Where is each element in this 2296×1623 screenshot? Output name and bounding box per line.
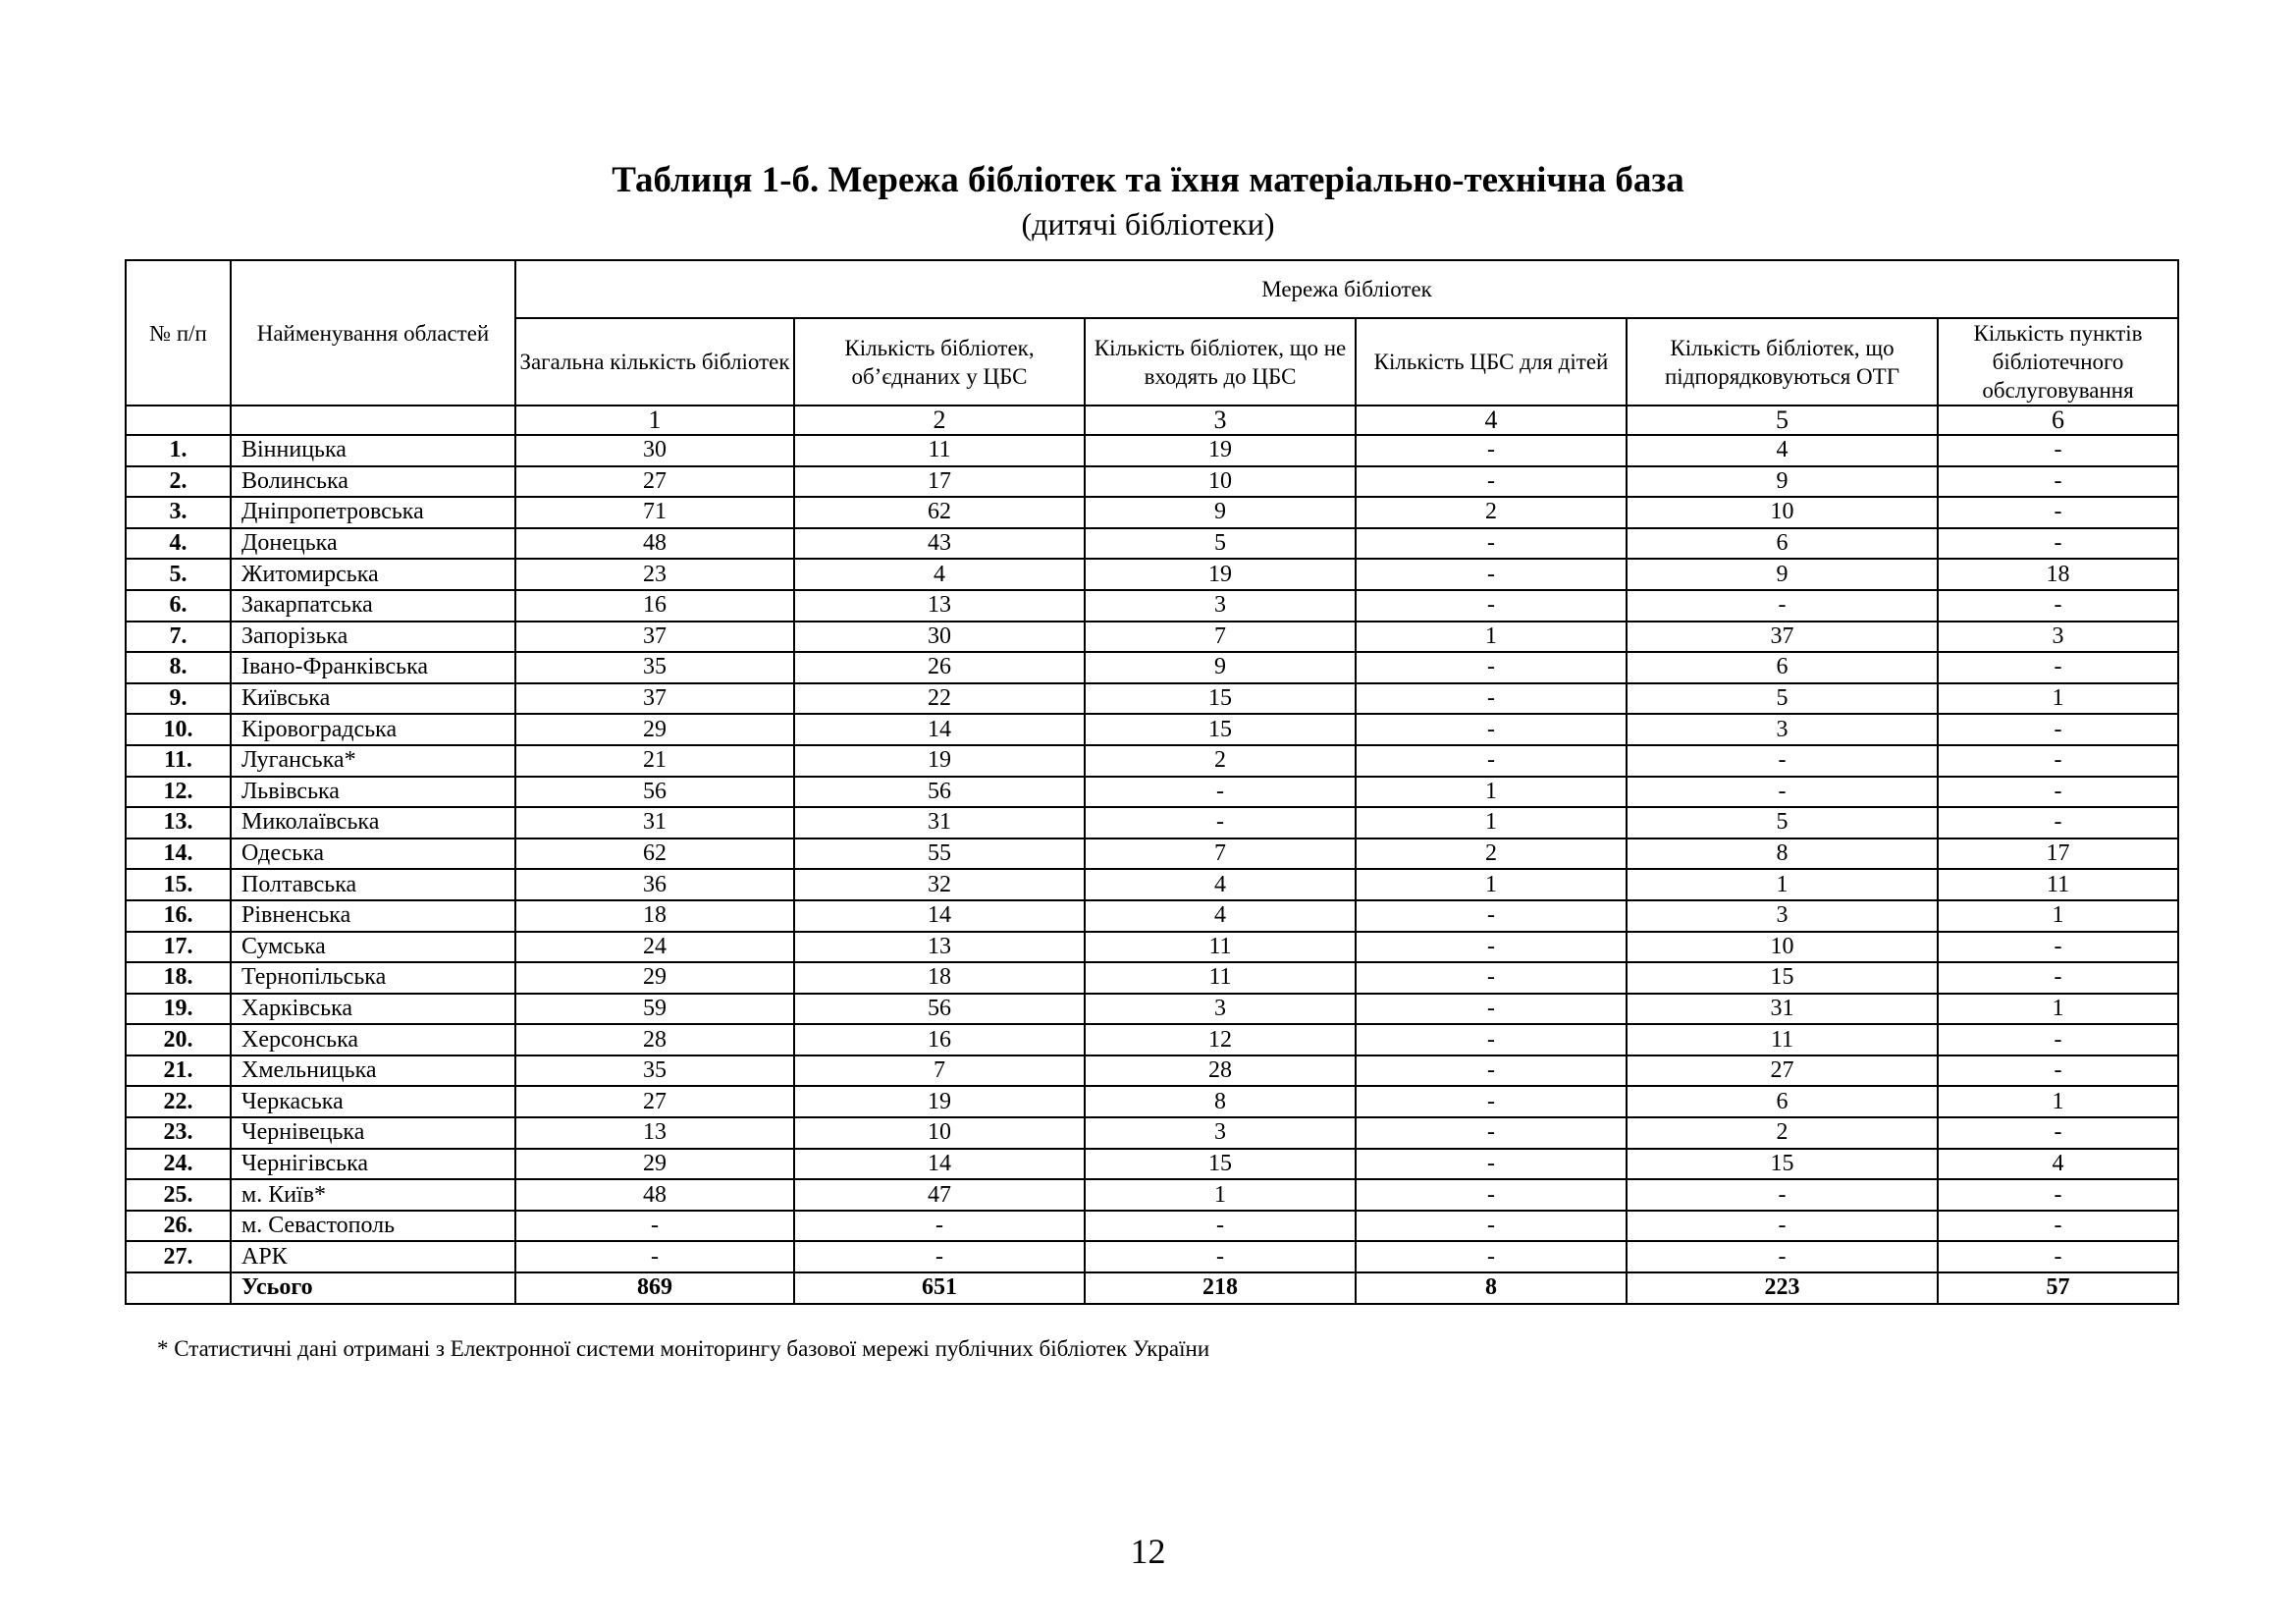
- total-libraries-cell: 30: [515, 435, 794, 466]
- libraries-in-cbs-cell: 31: [794, 807, 1085, 839]
- row-number-cell: 27.: [126, 1241, 231, 1272]
- service-points-cell: -: [1938, 777, 2178, 808]
- service-points-cell: -: [1938, 1055, 2178, 1087]
- service-points-cell: -: [1938, 497, 2178, 528]
- table-row: [126, 807, 2178, 839]
- libraries-outside-cbs-cell: -: [1085, 807, 1356, 839]
- table-row: [126, 466, 2178, 498]
- region-name-cell: Закарпатська: [231, 590, 515, 622]
- total-libraries-cell: 31: [515, 807, 794, 839]
- row-number-cell: 7.: [126, 622, 231, 653]
- header-column: Кількість пунктів бібліотечного обслуговування: [1938, 318, 2178, 406]
- total-libraries-cell: 48: [515, 1179, 794, 1211]
- libraries-in-cbs-cell: 11: [794, 435, 1085, 466]
- children-cbs-count-cell: -: [1356, 466, 1627, 498]
- children-cbs-count-cell: -: [1356, 994, 1627, 1025]
- table-row: [126, 1055, 2178, 1087]
- row-number-cell: 6.: [126, 590, 231, 622]
- header-column-number: 6: [1938, 406, 2178, 435]
- libraries-under-otg-cell: 15: [1627, 962, 1938, 994]
- libraries-in-cbs-cell: 43: [794, 528, 1085, 560]
- total-libraries-cell: 29: [515, 1149, 794, 1180]
- table-row: [126, 1179, 2178, 1211]
- libraries-in-cbs-cell: 22: [794, 683, 1085, 715]
- region-name-cell: м. Київ*: [231, 1179, 515, 1211]
- table-row: [126, 497, 2178, 528]
- row-number-cell: 24.: [126, 1149, 231, 1180]
- libraries-in-cbs-cell: 19: [794, 745, 1085, 777]
- table-row: [126, 777, 2178, 808]
- libraries-in-cbs-cell: 651: [794, 1272, 1085, 1304]
- children-cbs-count-cell: 1: [1356, 777, 1627, 808]
- libraries-under-otg-cell: 27: [1627, 1055, 1938, 1087]
- libraries-under-otg-cell: 9: [1627, 466, 1938, 498]
- region-name-cell: Усього: [231, 1272, 515, 1304]
- total-libraries-cell: 27: [515, 466, 794, 498]
- libraries-under-otg-cell: 3: [1627, 900, 1938, 932]
- libraries-outside-cbs-cell: 12: [1085, 1024, 1356, 1055]
- table-body: [126, 435, 2178, 1304]
- table-row: [126, 1086, 2178, 1117]
- total-libraries-cell: 56: [515, 777, 794, 808]
- service-points-cell: 1: [1938, 900, 2178, 932]
- children-cbs-count-cell: -: [1356, 962, 1627, 994]
- header-column: Кількість бібліотек, що не входять до ЦБС: [1085, 318, 1356, 406]
- service-points-cell: -: [1938, 466, 2178, 498]
- total-libraries-cell: 27: [515, 1086, 794, 1117]
- row-number-cell: 9.: [126, 683, 231, 715]
- libraries-in-cbs-cell: 13: [794, 590, 1085, 622]
- header-blank-cell: [231, 406, 515, 435]
- region-name-cell: Черкаська: [231, 1086, 515, 1117]
- libraries-under-otg-cell: 5: [1627, 807, 1938, 839]
- libraries-in-cbs-cell: 4: [794, 559, 1085, 590]
- region-name-cell: Одеська: [231, 839, 515, 870]
- children-cbs-count-cell: 2: [1356, 839, 1627, 870]
- libraries-under-otg-cell: 15: [1627, 1149, 1938, 1180]
- libraries-in-cbs-cell: 62: [794, 497, 1085, 528]
- libraries-outside-cbs-cell: 3: [1085, 994, 1356, 1025]
- table-row: [126, 1241, 2178, 1272]
- children-cbs-count-cell: -: [1356, 1117, 1627, 1149]
- libraries-outside-cbs-cell: 5: [1085, 528, 1356, 560]
- libraries-in-cbs-cell: 14: [794, 714, 1085, 745]
- table-row: [126, 932, 2178, 963]
- libraries-in-cbs-cell: 56: [794, 994, 1085, 1025]
- row-number-cell: 21.: [126, 1055, 231, 1087]
- table-title: Таблиця 1-б. Мережа бібліотек та їхня матеріально-технічна база: [612, 160, 1684, 200]
- region-name-cell: Тернопільська: [231, 962, 515, 994]
- service-points-cell: 4: [1938, 1149, 2178, 1180]
- table-row: [126, 652, 2178, 683]
- libraries-in-cbs-cell: 18: [794, 962, 1085, 994]
- total-libraries-cell: 23: [515, 559, 794, 590]
- libraries-under-otg-cell: -: [1627, 1241, 1938, 1272]
- row-number-cell: 16.: [126, 900, 231, 932]
- row-number-cell: 15.: [126, 869, 231, 900]
- libraries-outside-cbs-cell: 7: [1085, 622, 1356, 653]
- service-points-cell: 11: [1938, 869, 2178, 900]
- table-row: [126, 745, 2178, 777]
- service-points-cell: 1: [1938, 1086, 2178, 1117]
- children-cbs-count-cell: -: [1356, 435, 1627, 466]
- region-name-cell: Луганська*: [231, 745, 515, 777]
- service-points-cell: 18: [1938, 559, 2178, 590]
- service-points-cell: -: [1938, 1024, 2178, 1055]
- total-libraries-cell: 28: [515, 1024, 794, 1055]
- header-column-number: 4: [1356, 406, 1627, 435]
- service-points-cell: -: [1938, 962, 2178, 994]
- total-libraries-cell: -: [515, 1241, 794, 1272]
- children-cbs-count-cell: -: [1356, 1086, 1627, 1117]
- region-name-cell: Львівська: [231, 777, 515, 808]
- service-points-cell: -: [1938, 590, 2178, 622]
- total-libraries-cell: 37: [515, 683, 794, 715]
- libraries-under-otg-cell: 10: [1627, 497, 1938, 528]
- row-number-cell: 2.: [126, 466, 231, 498]
- service-points-cell: -: [1938, 807, 2178, 839]
- header-blank-cell: [126, 406, 231, 435]
- header-column-number: 3: [1085, 406, 1356, 435]
- table-row: [126, 683, 2178, 715]
- libraries-network-table: [125, 259, 2179, 1305]
- libraries-in-cbs-cell: 32: [794, 869, 1085, 900]
- region-name-cell: АРК: [231, 1241, 515, 1272]
- region-name-cell: Чернігівська: [231, 1149, 515, 1180]
- table-row: [126, 1117, 2178, 1149]
- header-column-number: 5: [1627, 406, 1938, 435]
- header-column: Загальна кількість бібліотек: [515, 318, 794, 406]
- children-cbs-count-cell: -: [1356, 559, 1627, 590]
- region-name-cell: Полтавська: [231, 869, 515, 900]
- libraries-under-otg-cell: 5: [1627, 683, 1938, 715]
- libraries-under-otg-cell: -: [1627, 590, 1938, 622]
- libraries-outside-cbs-cell: 11: [1085, 932, 1356, 963]
- table-row: [126, 528, 2178, 560]
- children-cbs-count-cell: 2: [1356, 497, 1627, 528]
- libraries-in-cbs-cell: -: [794, 1211, 1085, 1242]
- table-row: [126, 869, 2178, 900]
- children-cbs-count-cell: -: [1356, 1055, 1627, 1087]
- libraries-in-cbs-cell: 16: [794, 1024, 1085, 1055]
- libraries-outside-cbs-cell: -: [1085, 1241, 1356, 1272]
- service-points-cell: 1: [1938, 683, 2178, 715]
- row-number-cell: 1.: [126, 435, 231, 466]
- service-points-cell: -: [1938, 528, 2178, 560]
- libraries-under-otg-cell: 31: [1627, 994, 1938, 1025]
- libraries-outside-cbs-cell: 15: [1085, 683, 1356, 715]
- libraries-under-otg-cell: 11: [1627, 1024, 1938, 1055]
- region-name-cell: Чернівецька: [231, 1117, 515, 1149]
- region-name-cell: Дніпропетровська: [231, 497, 515, 528]
- children-cbs-count-cell: -: [1356, 1241, 1627, 1272]
- libraries-outside-cbs-cell: 218: [1085, 1272, 1356, 1304]
- libraries-in-cbs-cell: 14: [794, 900, 1085, 932]
- children-cbs-count-cell: -: [1356, 1179, 1627, 1211]
- service-points-cell: 57: [1938, 1272, 2178, 1304]
- total-libraries-cell: 29: [515, 714, 794, 745]
- total-libraries-cell: 24: [515, 932, 794, 963]
- libraries-under-otg-cell: 3: [1627, 714, 1938, 745]
- table-row: [126, 994, 2178, 1025]
- table-row: [126, 435, 2178, 466]
- children-cbs-count-cell: 1: [1356, 869, 1627, 900]
- region-name-cell: Волинська: [231, 466, 515, 498]
- children-cbs-count-cell: -: [1356, 714, 1627, 745]
- libraries-under-otg-cell: 6: [1627, 1086, 1938, 1117]
- table-row: [126, 1024, 2178, 1055]
- header-column: Кількість бібліотек, що підпорядковуються ОТГ: [1627, 318, 1938, 406]
- service-points-cell: -: [1938, 1241, 2178, 1272]
- children-cbs-count-cell: -: [1356, 652, 1627, 683]
- libraries-in-cbs-cell: -: [794, 1241, 1085, 1272]
- table-row: [126, 1211, 2178, 1242]
- libraries-outside-cbs-cell: 4: [1085, 900, 1356, 932]
- row-number-cell: 22.: [126, 1086, 231, 1117]
- libraries-under-otg-cell: 6: [1627, 652, 1938, 683]
- total-libraries-cell: 62: [515, 839, 794, 870]
- row-number-cell: 4.: [126, 528, 231, 560]
- service-points-cell: 1: [1938, 994, 2178, 1025]
- header-region: Найменування областей: [231, 260, 515, 406]
- libraries-outside-cbs-cell: 15: [1085, 714, 1356, 745]
- libraries-in-cbs-cell: 13: [794, 932, 1085, 963]
- children-cbs-count-cell: -: [1356, 1211, 1627, 1242]
- region-name-cell: м. Севастополь: [231, 1211, 515, 1242]
- libraries-under-otg-cell: 10: [1627, 932, 1938, 963]
- children-cbs-count-cell: -: [1356, 1024, 1627, 1055]
- libraries-outside-cbs-cell: -: [1085, 777, 1356, 808]
- libraries-outside-cbs-cell: 9: [1085, 652, 1356, 683]
- libraries-in-cbs-cell: 7: [794, 1055, 1085, 1087]
- libraries-under-otg-cell: 223: [1627, 1272, 1938, 1304]
- libraries-under-otg-cell: 4: [1627, 435, 1938, 466]
- children-cbs-count-cell: 1: [1356, 807, 1627, 839]
- children-cbs-count-cell: 1: [1356, 622, 1627, 653]
- libraries-outside-cbs-cell: 19: [1085, 559, 1356, 590]
- service-points-cell: -: [1938, 1179, 2178, 1211]
- header-column: Кількість бібліотек, об’єднаних у ЦБС: [794, 318, 1085, 406]
- region-name-cell: Сумська: [231, 932, 515, 963]
- libraries-outside-cbs-cell: 11: [1085, 962, 1356, 994]
- table-row: [126, 590, 2178, 622]
- libraries-outside-cbs-cell: 3: [1085, 590, 1356, 622]
- libraries-outside-cbs-cell: 4: [1085, 869, 1356, 900]
- row-number-cell: 5.: [126, 559, 231, 590]
- libraries-in-cbs-cell: 19: [794, 1086, 1085, 1117]
- libraries-outside-cbs-cell: 1: [1085, 1179, 1356, 1211]
- region-name-cell: Хмельницька: [231, 1055, 515, 1087]
- service-points-cell: -: [1938, 1211, 2178, 1242]
- total-row: [126, 1272, 2178, 1304]
- row-number-cell: 8.: [126, 652, 231, 683]
- libraries-in-cbs-cell: 55: [794, 839, 1085, 870]
- region-name-cell: Житомирська: [231, 559, 515, 590]
- header-column: Кількість ЦБС для дітей: [1356, 318, 1627, 406]
- region-name-cell: Донецька: [231, 528, 515, 560]
- libraries-in-cbs-cell: 14: [794, 1149, 1085, 1180]
- children-cbs-count-cell: -: [1356, 1149, 1627, 1180]
- children-cbs-count-cell: -: [1356, 745, 1627, 777]
- total-libraries-cell: 869: [515, 1272, 794, 1304]
- row-number-cell: 13.: [126, 807, 231, 839]
- children-cbs-count-cell: 8: [1356, 1272, 1627, 1304]
- libraries-outside-cbs-cell: 15: [1085, 1149, 1356, 1180]
- libraries-outside-cbs-cell: 9: [1085, 497, 1356, 528]
- service-points-cell: -: [1938, 745, 2178, 777]
- region-name-cell: Рівненська: [231, 900, 515, 932]
- children-cbs-count-cell: -: [1356, 590, 1627, 622]
- children-cbs-count-cell: -: [1356, 932, 1627, 963]
- region-name-cell: Херсонська: [231, 1024, 515, 1055]
- total-libraries-cell: 21: [515, 745, 794, 777]
- libraries-in-cbs-cell: 56: [794, 777, 1085, 808]
- libraries-in-cbs-cell: 26: [794, 652, 1085, 683]
- total-libraries-cell: 48: [515, 528, 794, 560]
- libraries-under-otg-cell: 2: [1627, 1117, 1938, 1149]
- region-name-cell: Івано-Франківська: [231, 652, 515, 683]
- children-cbs-count-cell: -: [1356, 900, 1627, 932]
- total-libraries-cell: 35: [515, 652, 794, 683]
- row-number-cell: 3.: [126, 497, 231, 528]
- service-points-cell: 17: [1938, 839, 2178, 870]
- header-group: Мережа бібліотек: [515, 260, 2178, 318]
- libraries-under-otg-cell: 9: [1627, 559, 1938, 590]
- region-name-cell: Миколаївська: [231, 807, 515, 839]
- libraries-outside-cbs-cell: 19: [1085, 435, 1356, 466]
- libraries-under-otg-cell: 8: [1627, 839, 1938, 870]
- total-libraries-cell: 13: [515, 1117, 794, 1149]
- libraries-outside-cbs-cell: 28: [1085, 1055, 1356, 1087]
- table-row: [126, 1149, 2178, 1180]
- libraries-outside-cbs-cell: 10: [1085, 466, 1356, 498]
- row-number-cell: 11.: [126, 745, 231, 777]
- service-points-cell: 3: [1938, 622, 2178, 653]
- table-row: [126, 559, 2178, 590]
- libraries-in-cbs-cell: 47: [794, 1179, 1085, 1211]
- table-row: [126, 962, 2178, 994]
- table-row: [126, 714, 2178, 745]
- table-row: [126, 900, 2178, 932]
- total-libraries-cell: 35: [515, 1055, 794, 1087]
- footnote: * Статистичні дані отримані з Електронної системи моніторингу базової мережі публічних бібліотек України: [157, 1336, 1210, 1361]
- libraries-under-otg-cell: 6: [1627, 528, 1938, 560]
- header-column-number: 2: [794, 406, 1085, 435]
- libraries-under-otg-cell: 37: [1627, 622, 1938, 653]
- libraries-outside-cbs-cell: -: [1085, 1211, 1356, 1242]
- row-number-cell: 23.: [126, 1117, 231, 1149]
- service-points-cell: -: [1938, 435, 2178, 466]
- libraries-outside-cbs-cell: 7: [1085, 839, 1356, 870]
- region-name-cell: Кіровоградська: [231, 714, 515, 745]
- total-libraries-cell: -: [515, 1211, 794, 1242]
- libraries-in-cbs-cell: 10: [794, 1117, 1085, 1149]
- service-points-cell: -: [1938, 652, 2178, 683]
- children-cbs-count-cell: -: [1356, 683, 1627, 715]
- region-name-cell: Харківська: [231, 994, 515, 1025]
- libraries-under-otg-cell: -: [1627, 1211, 1938, 1242]
- table-subtitle: (дитячі бібліотеки): [1021, 206, 1275, 242]
- total-libraries-cell: 71: [515, 497, 794, 528]
- table-row: [126, 622, 2178, 653]
- row-number-cell: 20.: [126, 1024, 231, 1055]
- row-number-cell: 18.: [126, 962, 231, 994]
- total-libraries-cell: 36: [515, 869, 794, 900]
- region-name-cell: Вінницька: [231, 435, 515, 466]
- total-libraries-cell: 18: [515, 900, 794, 932]
- service-points-cell: -: [1938, 1117, 2178, 1149]
- row-number-cell: 17.: [126, 932, 231, 963]
- libraries-under-otg-cell: 1: [1627, 869, 1938, 900]
- table-row: [126, 839, 2178, 870]
- service-points-cell: -: [1938, 714, 2178, 745]
- header-idx: № п/п: [126, 260, 231, 406]
- total-libraries-cell: 37: [515, 622, 794, 653]
- total-libraries-cell: 29: [515, 962, 794, 994]
- libraries-in-cbs-cell: 17: [794, 466, 1085, 498]
- row-number-cell: 25.: [126, 1179, 231, 1211]
- region-name-cell: Київська: [231, 683, 515, 715]
- service-points-cell: -: [1938, 932, 2178, 963]
- row-number-cell: [126, 1272, 231, 1304]
- libraries-under-otg-cell: -: [1627, 777, 1938, 808]
- region-name-cell: Запорізька: [231, 622, 515, 653]
- libraries-in-cbs-cell: 30: [794, 622, 1085, 653]
- row-number-cell: 10.: [126, 714, 231, 745]
- libraries-under-otg-cell: -: [1627, 745, 1938, 777]
- page-number: 12: [1130, 1532, 1166, 1571]
- row-number-cell: 26.: [126, 1211, 231, 1242]
- libraries-under-otg-cell: -: [1627, 1179, 1938, 1211]
- total-libraries-cell: 16: [515, 590, 794, 622]
- libraries-outside-cbs-cell: 8: [1085, 1086, 1356, 1117]
- row-number-cell: 14.: [126, 839, 231, 870]
- children-cbs-count-cell: -: [1356, 528, 1627, 560]
- header-column-number: 1: [515, 406, 794, 435]
- libraries-outside-cbs-cell: 2: [1085, 745, 1356, 777]
- total-libraries-cell: 59: [515, 994, 794, 1025]
- row-number-cell: 12.: [126, 777, 231, 808]
- row-number-cell: 19.: [126, 994, 231, 1025]
- libraries-outside-cbs-cell: 3: [1085, 1117, 1356, 1149]
